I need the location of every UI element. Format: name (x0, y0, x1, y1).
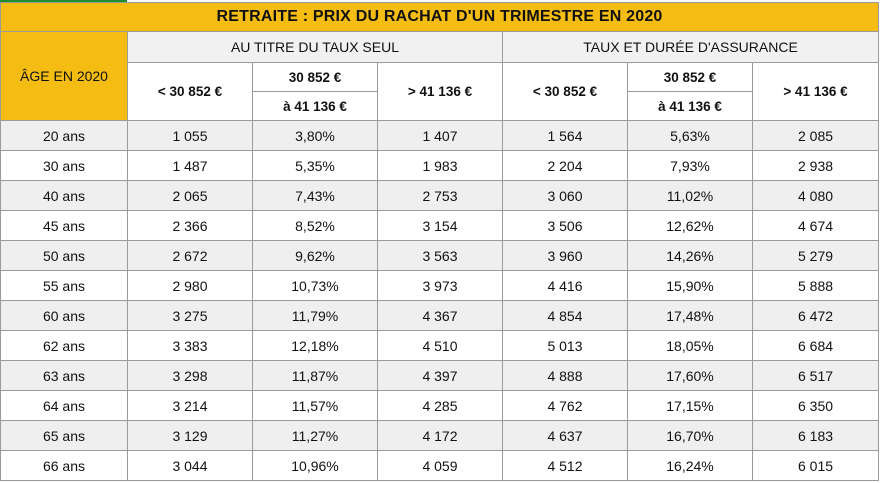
subheader-low-1: < 30 852 € (128, 63, 253, 121)
value-cell: 3 214 (128, 391, 253, 421)
table-row (1, 391, 879, 421)
table-row (1, 271, 879, 301)
value-cell: 3 383 (128, 331, 253, 361)
value-cell: 11,27% (253, 421, 378, 451)
value-cell: 3 563 (378, 241, 503, 271)
table-row (1, 211, 879, 241)
value-cell: 4 637 (503, 421, 628, 451)
value-cell: 14,26% (628, 241, 753, 271)
value-cell: 1 564 (503, 121, 628, 151)
value-cell: 12,18% (253, 331, 378, 361)
value-cell: 4 510 (378, 331, 503, 361)
value-cell: 1 055 (128, 121, 253, 151)
value-cell: 2 938 (753, 151, 879, 181)
value-cell: 3 275 (128, 301, 253, 331)
value-cell: 6 350 (753, 391, 879, 421)
value-cell: 6 684 (753, 331, 879, 361)
subheader-low-2: < 30 852 € (503, 63, 628, 121)
value-cell: 4 172 (378, 421, 503, 451)
age-cell: 62 ans (1, 331, 128, 361)
value-cell: 2 672 (128, 241, 253, 271)
value-cell: 2 085 (753, 121, 879, 151)
value-cell: 11,57% (253, 391, 378, 421)
age-cell: 60 ans (1, 301, 128, 331)
value-cell: 4 762 (503, 391, 628, 421)
value-cell: 3 060 (503, 181, 628, 211)
value-cell: 3 129 (128, 421, 253, 451)
value-cell: 4 674 (753, 211, 879, 241)
value-cell: 5 888 (753, 271, 879, 301)
subheader-high-1: > 41 136 € (378, 63, 503, 121)
value-cell: 11,87% (253, 361, 378, 391)
value-cell: 11,79% (253, 301, 378, 331)
value-cell: 2 204 (503, 151, 628, 181)
value-cell: 10,96% (253, 451, 378, 481)
value-cell: 6 183 (753, 421, 879, 451)
value-cell: 6 472 (753, 301, 879, 331)
table-row (1, 121, 879, 151)
value-cell: 12,62% (628, 211, 753, 241)
age-cell: 64 ans (1, 391, 128, 421)
value-cell: 17,48% (628, 301, 753, 331)
value-cell: 4 080 (753, 181, 879, 211)
value-cell: 3 044 (128, 451, 253, 481)
age-cell: 30 ans (1, 151, 128, 181)
value-cell: 1 487 (128, 151, 253, 181)
value-cell: 4 059 (378, 451, 503, 481)
value-cell: 9,62% (253, 241, 378, 271)
age-cell: 66 ans (1, 451, 128, 481)
table-title: RETRAITE : PRIX DU RACHAT D'UN TRIMESTRE EN 2020 (1, 3, 879, 32)
group-header-taux-seul: AU TITRE DU TAUX SEUL (128, 32, 503, 63)
value-cell: 1 407 (378, 121, 503, 151)
value-cell: 10,73% (253, 271, 378, 301)
value-cell: 3 154 (378, 211, 503, 241)
value-cell: 5 279 (753, 241, 879, 271)
value-cell: 7,43% (253, 181, 378, 211)
age-cell: 20 ans (1, 121, 128, 151)
table-row (1, 361, 879, 391)
value-cell: 6 015 (753, 451, 879, 481)
subheader-high-2: > 41 136 € (753, 63, 879, 121)
value-cell: 4 854 (503, 301, 628, 331)
age-cell: 55 ans (1, 271, 128, 301)
table-row (1, 181, 879, 211)
table-row (1, 451, 879, 481)
value-cell: 16,24% (628, 451, 753, 481)
subheader-mid-top-2: 30 852 € (628, 63, 753, 92)
value-cell: 16,70% (628, 421, 753, 451)
subheader-mid-top-1: 30 852 € (253, 63, 378, 92)
table-row (1, 331, 879, 361)
subheader-mid-bottom-2: à 41 136 € (628, 92, 753, 121)
value-cell: 7,93% (628, 151, 753, 181)
value-cell: 1 983 (378, 151, 503, 181)
value-cell: 3,80% (253, 121, 378, 151)
age-cell: 63 ans (1, 361, 128, 391)
table-row (1, 151, 879, 181)
value-cell: 5,63% (628, 121, 753, 151)
subheader-mid-bottom-1: à 41 136 € (253, 92, 378, 121)
value-cell: 3 973 (378, 271, 503, 301)
age-column-header: ÂGE EN 2020 (1, 32, 128, 121)
value-cell: 17,60% (628, 361, 753, 391)
value-cell: 18,05% (628, 331, 753, 361)
value-cell: 4 888 (503, 361, 628, 391)
value-cell: 17,15% (628, 391, 753, 421)
age-cell: 50 ans (1, 241, 128, 271)
value-cell: 15,90% (628, 271, 753, 301)
value-cell: 4 397 (378, 361, 503, 391)
age-cell: 65 ans (1, 421, 128, 451)
value-cell: 3 298 (128, 361, 253, 391)
age-cell: 45 ans (1, 211, 128, 241)
value-cell: 11,02% (628, 181, 753, 211)
value-cell: 4 416 (503, 271, 628, 301)
value-cell: 4 285 (378, 391, 503, 421)
value-cell: 3 960 (503, 241, 628, 271)
value-cell: 2 065 (128, 181, 253, 211)
value-cell: 2 753 (378, 181, 503, 211)
value-cell: 4 512 (503, 451, 628, 481)
value-cell: 2 366 (128, 211, 253, 241)
value-cell: 8,52% (253, 211, 378, 241)
age-cell: 40 ans (1, 181, 128, 211)
value-cell: 4 367 (378, 301, 503, 331)
table-row (1, 421, 879, 451)
value-cell: 3 506 (503, 211, 628, 241)
table-row (1, 241, 879, 271)
group-header-taux-duree: TAUX ET DURÉE D'ASSURANCE (503, 32, 879, 63)
table-row (1, 301, 879, 331)
table-body (1, 121, 879, 481)
buyback-price-table (0, 2, 879, 481)
value-cell: 2 980 (128, 271, 253, 301)
value-cell: 5,35% (253, 151, 378, 181)
value-cell: 5 013 (503, 331, 628, 361)
value-cell: 6 517 (753, 361, 879, 391)
